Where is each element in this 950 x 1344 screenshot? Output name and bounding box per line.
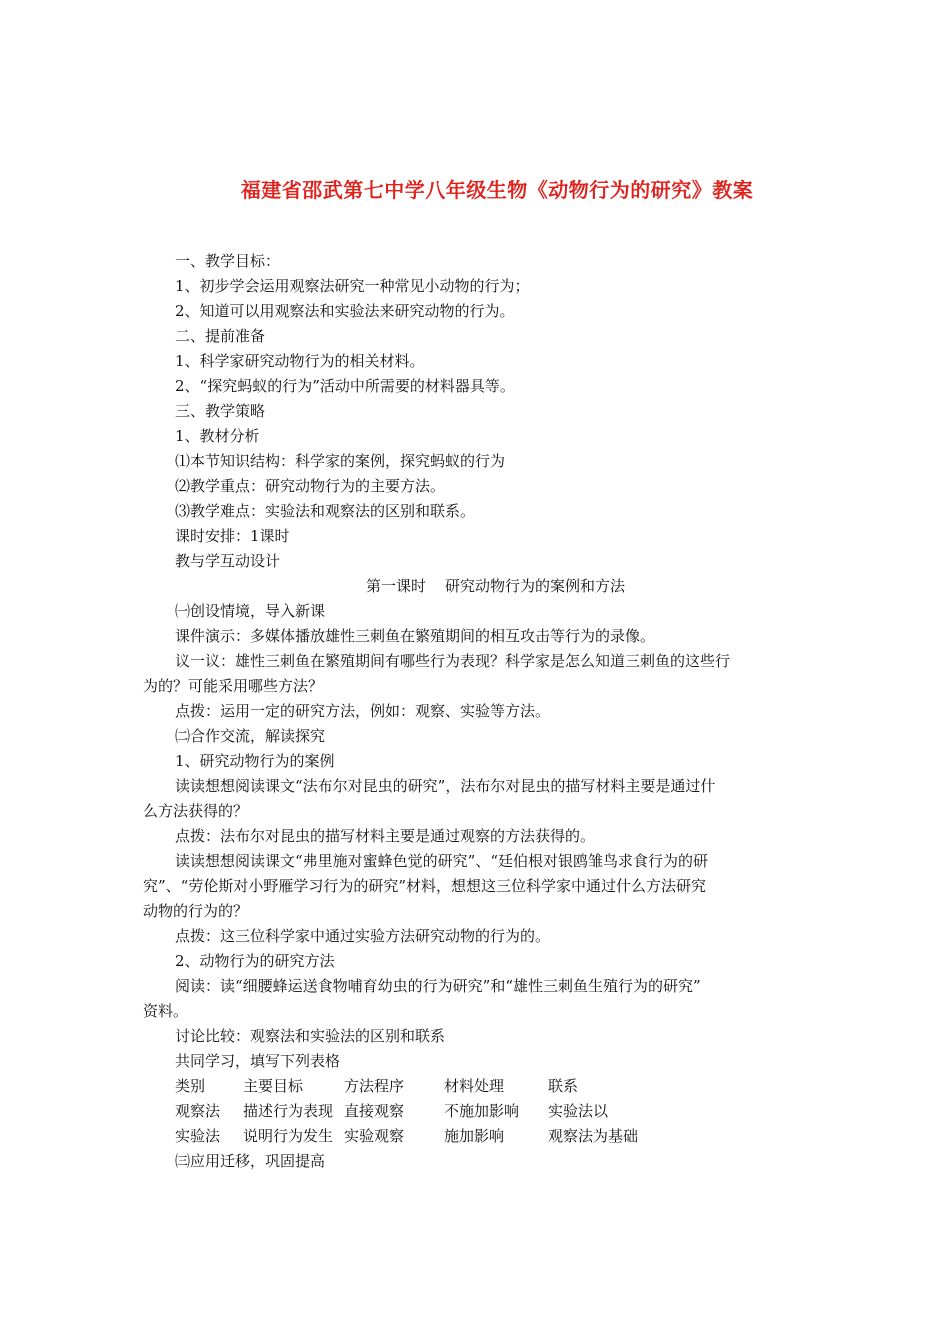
part2-sub2: 2、动物行为的研究方法 (175, 952, 335, 970)
part1-hint: 点拨：运用一定的研究方法，例如：观察、实验等方法。 (175, 702, 551, 720)
part1-discuss-b: 为的？可能采用哪些方法？ (143, 677, 324, 695)
document-body (143, 249, 808, 1174)
heading-strategy: 三、教学策略 (175, 402, 266, 420)
hint1: 点拨：法布尔对昆虫的描写材料主要是通过观察的方法获得的。 (175, 827, 596, 845)
interaction-design: 教与学互动设计 (175, 552, 281, 570)
objective-1: 1、初步学会运用观察法研究一种常见小动物的行为； (175, 277, 530, 295)
section-heading: 第一课时 研究动物行为的案例和方法 (365, 577, 626, 595)
read2-c: 动物的行为的？ (143, 902, 249, 920)
table-cell: 描述行为表现 (243, 1102, 334, 1120)
table-header-cell: 类别 (175, 1077, 206, 1095)
objective-2: 2、知道可以用观察法和实验法来研究动物的行为。 (175, 302, 515, 320)
hint2: 点拨：这三位科学家中通过实验方法研究动物的行为的。 (175, 927, 551, 945)
class-schedule: 课时安排：1课时 (175, 527, 290, 545)
table-cell: 施加影响 (444, 1127, 505, 1145)
teaching-focus: ⑵教学重点：研究动物行为的主要方法。 (175, 477, 446, 495)
preparation-2: 2、“探究蚂蚁的行为”活动中所需要的材料器具等。 (175, 377, 515, 395)
part2-heading: ㈡合作交流，解读探究 (175, 727, 326, 745)
teaching-difficulty: ⑶教学难点：实验法和观察法的区别和联系。 (175, 502, 476, 520)
read1-a: 读读想想阅读课文“法布尔对昆虫的研究”，法布尔对昆虫的描写材料主要是通过什 (175, 777, 716, 795)
heading-preparation: 二、提前准备 (175, 327, 266, 345)
document-title: 福建省邵武第七中学八年级生物《动物行为的研究》教案 (240, 178, 754, 202)
preparation-1: 1、科学家研究动物行为的相关材料。 (175, 352, 425, 370)
part1-heading: ㈠创设情境，导入新课 (175, 602, 326, 620)
material-analysis: 1、教材分析 (175, 427, 260, 445)
table-cell: 不施加影响 (444, 1102, 520, 1120)
part3-heading: ㈢应用迁移，巩固提高 (175, 1152, 326, 1170)
table-cell: 观察法为基础 (548, 1127, 639, 1145)
read2-a: 读读想想阅读课文“弗里施对蜜蜂色觉的研究”、“廷伯根对银鸥雏鸟求食行为的研 (175, 852, 709, 870)
table-header-cell: 材料处理 (444, 1077, 505, 1095)
knowledge-structure: ⑴本节知识结构：科学家的案例，探究蚂蚁的行为 (175, 452, 506, 470)
read1-b: 么方法获得的？ (143, 802, 249, 820)
table-cell: 实验法以 (548, 1102, 609, 1120)
compare: 讨论比较：观察法和实验法的区别和联系 (175, 1027, 446, 1045)
table-cell: 实验法 (175, 1127, 221, 1145)
read3-a: 阅读：读“细腰蜂运送食物哺育幼虫的行为研究”和“雄性三刺鱼生殖行为的研究” (175, 977, 701, 995)
table-cell: 直接观察 (344, 1102, 405, 1120)
fill-table: 共同学习，填写下列表格 (175, 1052, 341, 1070)
table-header-cell: 方法程序 (344, 1077, 405, 1095)
part2-sub1: 1、研究动物行为的案例 (175, 752, 335, 770)
read3-b: 资料。 (143, 1002, 189, 1020)
heading-objectives: 一、教学目标： (175, 252, 281, 270)
part1-discuss-a: 议一议：雄性三刺鱼在繁殖期间有哪些行为表现？科学家是怎么知道三刺鱼的这些行 (175, 652, 731, 670)
part1-demo: 课件演示：多媒体播放雄性三刺鱼在繁殖期间的相互攻击等行为的录像。 (175, 627, 656, 645)
table-header-cell: 主要目标 (243, 1077, 304, 1095)
read2-b: 究”、“劳伦斯对小野雁学习行为的研究”材料，想想这三位科学家中通过什么方法研究 (143, 877, 707, 895)
table-cell: 实验观察 (344, 1127, 405, 1145)
table-header-row (143, 1074, 808, 1099)
table-row (143, 1099, 808, 1124)
table-cell: 观察法 (175, 1102, 221, 1120)
table-header-cell: 联系 (548, 1077, 579, 1095)
table-row (143, 1124, 808, 1149)
table-cell: 说明行为发生 (243, 1127, 334, 1145)
